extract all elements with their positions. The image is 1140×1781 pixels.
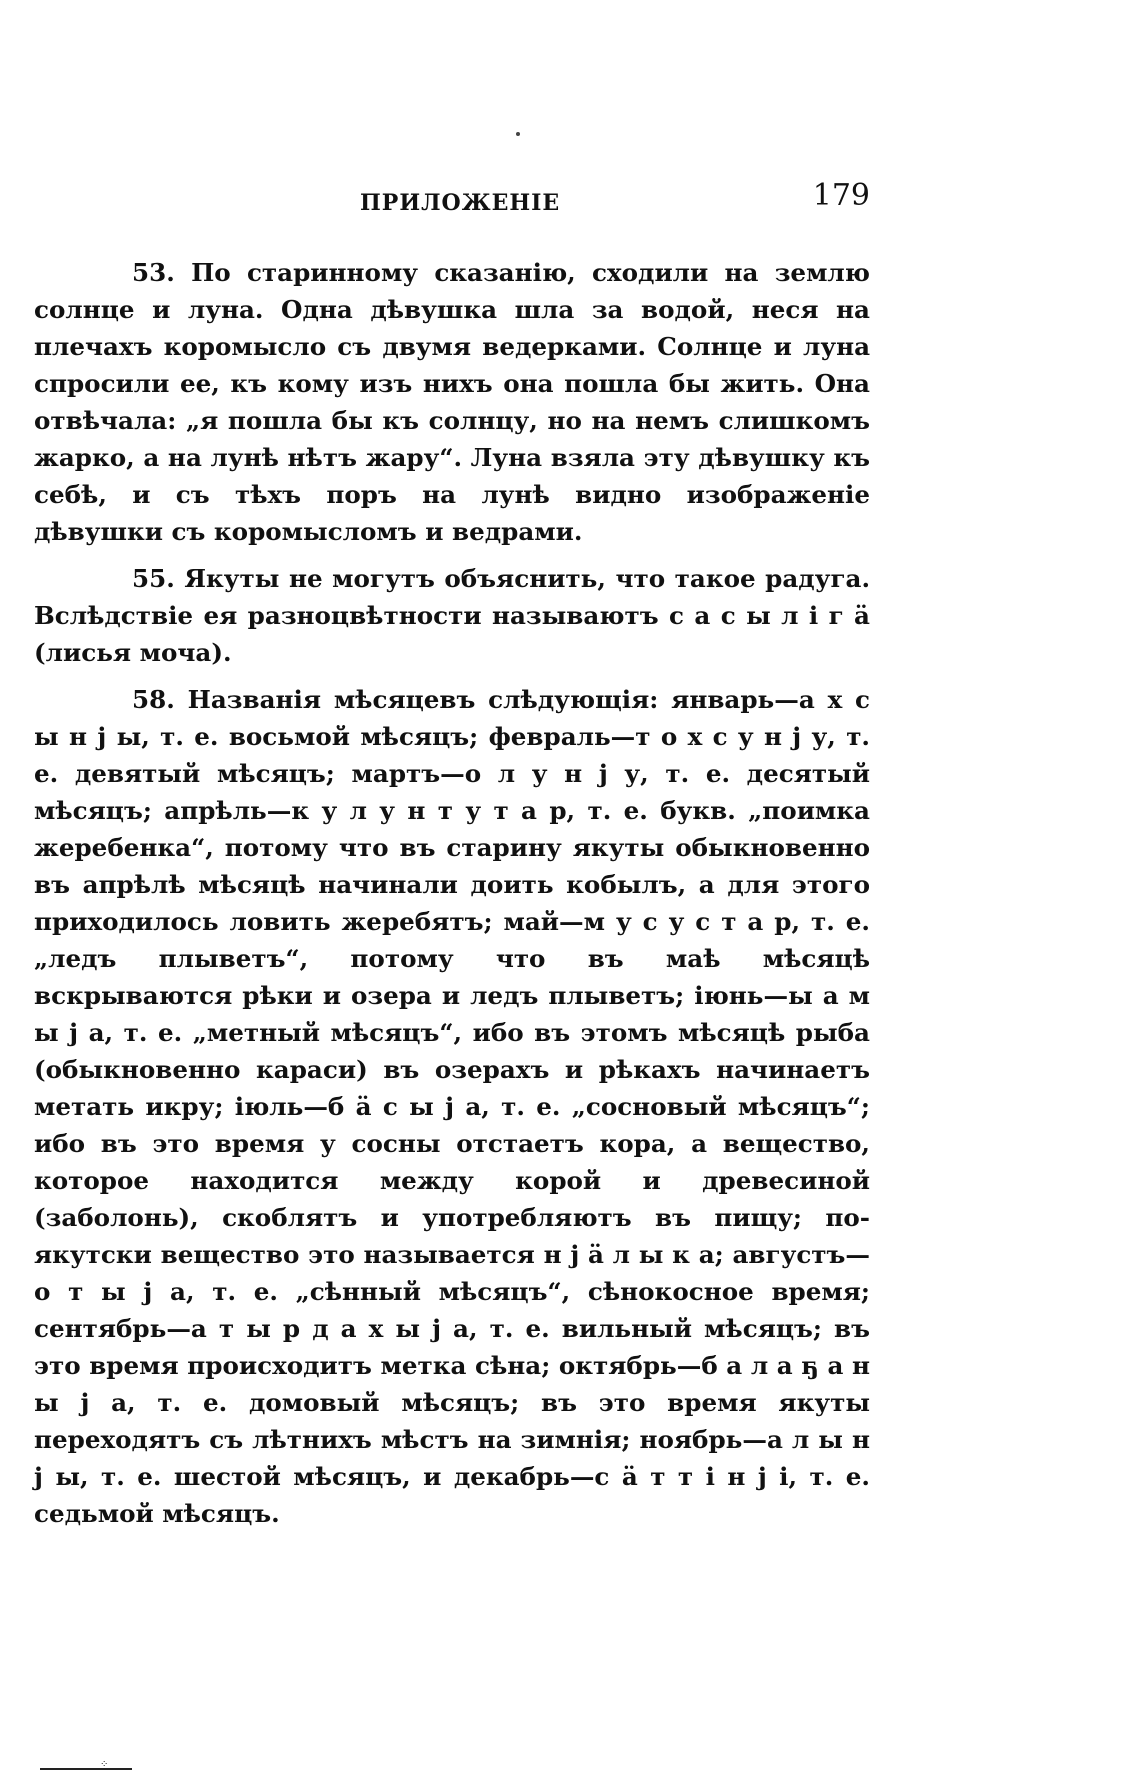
page-header xyxy=(34,178,870,228)
paragraph-text: По старинному сказанію, сходили на землю солнце и луна. Одна дѣвушка шла за водой, неся на плечахъ коромысло съ двумя ведерками. Солнце и луна спросили ее, къ кому изъ нихъ она пошла бы жить. Она отвѣчала: „я пошла бы къ солнцу, но на немъ слишкомъ жарко, а на лунѣ нѣтъ жару“. Луна взяла эту дѣвушку къ себѣ, и съ тѣхъ поръ на лунѣ видно изображеніе дѣвушки съ коромысломъ и ведрами. xyxy=(34,258,870,546)
printer-mark xyxy=(40,1759,132,1773)
running-head: ПРИЛОЖЕНІЕ xyxy=(360,190,561,216)
paragraph-text: Якуты не могутъ объяснить, что такое радуга. Вслѣдствіе ея разноцвѣтности называютъ с а с ы л і г ä (лисья моча). xyxy=(34,564,871,667)
paragraph-number: 53. xyxy=(132,258,175,287)
paragraph-number: 55. xyxy=(132,564,175,593)
page-number: 179 xyxy=(812,178,870,213)
body-text xyxy=(34,254,870,1542)
print-speck xyxy=(516,132,520,136)
paragraph-58 xyxy=(34,681,870,1532)
paragraph-53 xyxy=(34,254,870,550)
printer-mark-dots: ⁘ xyxy=(100,1759,109,1770)
paragraph-text: Названія мѣсяцевъ слѣдующія: январь—а х с ы н j ы, т. е. восьмой мѣсяцъ; февраль—т о х с у н j у, т. е. девятый мѣсяцъ; мартъ—о л у н j у, т. е. десятый мѣсяцъ; апрѣль—к у л у н т у т а р, т. е. букв. „поимка жеребенка“, потому что въ старину якуты обыкновенно въ апрѣлѣ мѣсяцѣ начинали доить кобылъ, а для этого приходилось ловить жеребятъ; май—м у с у с т а р, т. е. „ледъ плыветъ“, потому что въ маѣ мѣсяцѣ вскрываются рѣки и озера и ледъ плыветъ; іюнь—ы а м ы j а, т. е. „метный мѣсяцъ“, ибо въ этомъ мѣсяцѣ рыба (обыкновенно караси) въ озерахъ и рѣкахъ начинаетъ метать икру; іюль—б ä с ы j а, т. е. „сосновый мѣсяцъ“; ибо въ это время у сосны отстаетъ кора, а вещество, которое находится между корой и древесиной (заболонь), скоблятъ и употребляютъ въ пищу; по-якутски вещество это называется н j ä л ы к а; августъ—о т ы j а, т. е. „сѣнный мѣсяцъ“, сѣнокосное время; сентябрь—а т ы р д а х ы j а, т. е. вильный мѣсяцъ; въ это время происходитъ метка сѣна; октябрь—б а л а ҕ а н ы j а, т. е. домовый мѣсяцъ; въ это время якуты переходятъ съ лѣтнихъ мѣстъ на зимнія; ноябрь—а л ы н j ы, т. е. шестой мѣсяцъ, и декабрь—с ä т т і н j і, т. е. седьмой мѣсяцъ. xyxy=(34,685,871,1528)
paragraph-55 xyxy=(34,560,870,671)
paragraph-number: 58. xyxy=(132,685,175,714)
printer-mark-line xyxy=(40,1768,132,1770)
